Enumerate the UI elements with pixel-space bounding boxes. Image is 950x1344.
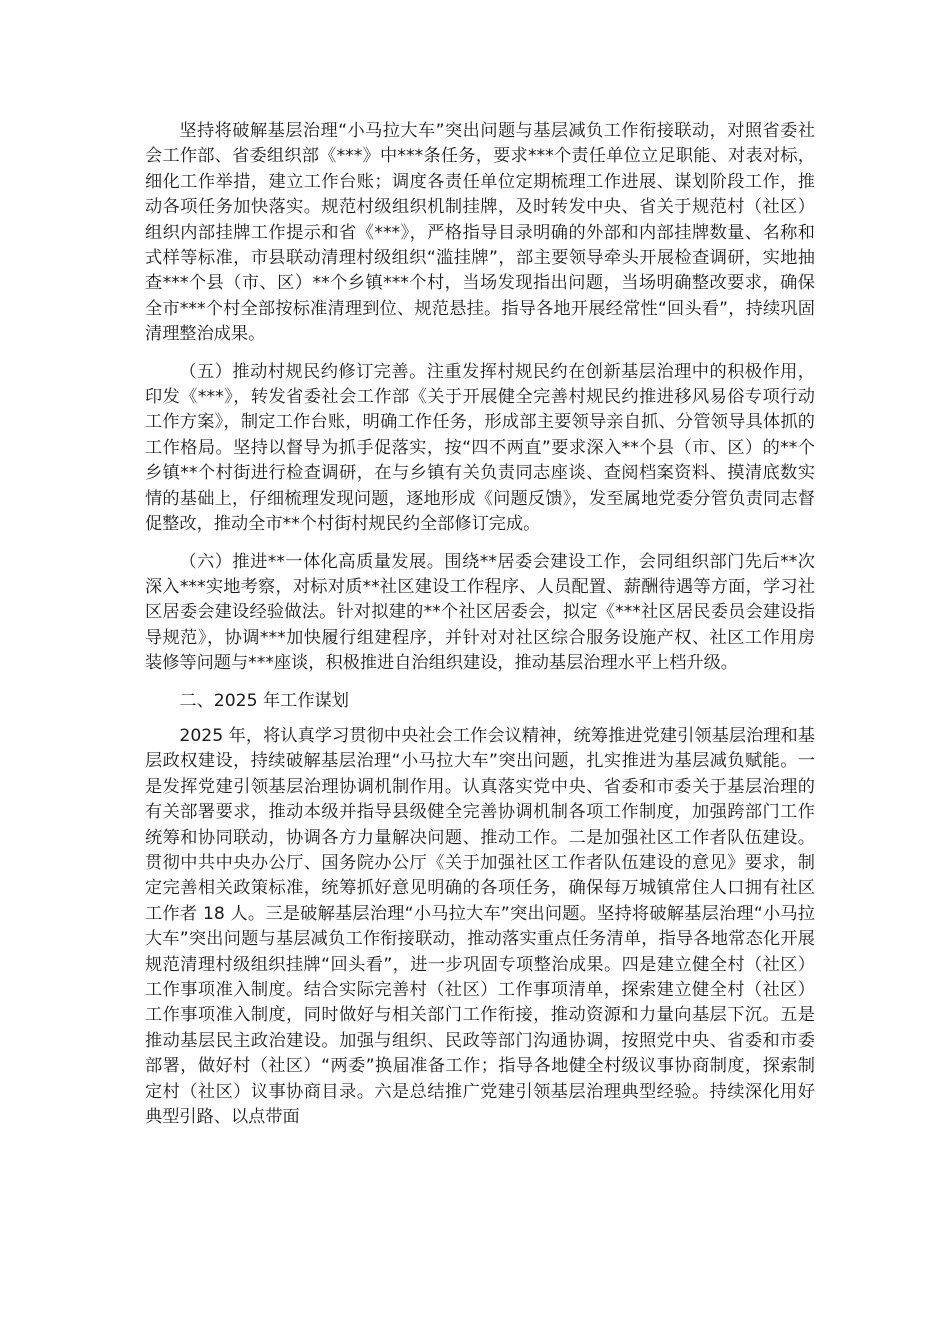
paragraph-listing-cleanup: 坚持将破解基层治理“小马拉大车”突出问题与基层减负工作衔接联动，对照省委社会工作部、省委组织部《***》中***条任务，要求***个责任单位立足职能、对表对标，细化工作举措，建立工作台账；调度各责任单位定期梳理工作进展、谋划阶段工作，推动各项任务加快落实。规范村级组织机制挂牌，及时转发中央、省关于规范村（社区）组织内部挂牌工作提示和省《***》，严格指导目录明确的外部和内部挂牌数量、名称和式样等标准，市县联动清理村级组织“滥挂牌”，部主要领导牵头开展检查调研，实地抽查***个县（市、区）**个乡镇***个村，当场发现指出问题，当场明确整改要求，确保全市***个村全部按标准清理到位、规范悬挂。指导各地开展经常性“回头看”，持续巩固清理整治成果。 — [145, 121, 815, 345]
paragraph-section-six: （六）推进**一体化高质量发展。围绕**居委会建设工作，会同组织部门先后**次深入***实地考察，对标对质**社区建设工作程序、人员配置、薪酬待遇等方面，学习社区居委会建设经验做法。针对拟建的**个社区居委会，拟定《***社区居民委员会建设指导规范》，协调***加快履行组建程序，并针对对社区综合服务设施产权、社区工作用房装修等问题与***座谈，积极推进自治组织建设，推动基层治理水平上档升级。 — [145, 551, 815, 674]
paragraph-2025-plan: 2025 年，将认真学习贯彻中央社会工作会议精神，统筹推进党建引领基层治理和基层政权建设，持续破解基层治理“小马拉大车”突出问题，扎实推进为基层减负赋能。一是发挥党建引领基层治理协调机制作用。认真落实党中央、省委和市委关于基层治理的有关部署要求，推动本级并指导县级健全完善协调机制各项工作制度，加强跨部门工作统筹和协同联动，协调各方力量解决问题、推动工作。二是加强社区工作者队伍建设。贯彻中共中央办公厅、国务院办公厅《关于加强社区工作者队伍建设的意见》要求，制定完善相关政策标准，统筹抓好意见明确的各项任务，确保每万城镇常住人口拥有社区工作者 18 人。三是破解基层治理“小马拉大车”突出问题。坚持将破解基层治理“小马拉大车”突出问题与基层减负工作衔接联动，推动落实重点任务清单，指导各地常态化开展规范清理村级组织挂牌“回头看”，进一步巩固专项整治成果。四是建立健全村（社区）工作事项准入制度。结合实际完善村（社区）工作事项清单，探索建立健全村（社区）工作事项准入制度，同时做好与相关部门工作衔接，推动资源和力量向基层下沉。五是推动基层民主政治建设。加强与组织、民政等部门沟通协调，按照党中央、省委和市委部署，做好村（社区）“两委”换届准备工作；指导各地健全村级议事协商制度，探索制定村（社区）议事协商目录。六是总结推广党建引领基层治理典型经验。持续深化用好典型引路、以点带面 — [145, 725, 815, 1128]
paragraph-section-five: （五）推动村规民约修订完善。注重发挥村规民约在创新基层治理中的积极作用，印发《***》，转发省委社会工作部《关于开展健全完善村规民约推进移风易俗专项行动工作方案》，制定工作台账，明确工作任务，形成部主要领导亲自抓、分管领导具体抓的工作格局。坚持以督导为抓手促落实，按“四不两直”要求深入**个县（市、区）的**个乡镇**个村街进行检查调研，在与乡镇有关负责同志座谈、查阅档案资料、摸清底数实情的基础上，仔细梳理发现问题，逐地形成《问题反馈》，发至属地党委分管负责同志督促整改，推动全市**个村街村规民约全部修订完成。 — [145, 361, 815, 535]
document-page — [145, 119, 815, 1130]
section-heading-2025-plan: 二、2025 年工作谋划 — [179, 690, 349, 711]
